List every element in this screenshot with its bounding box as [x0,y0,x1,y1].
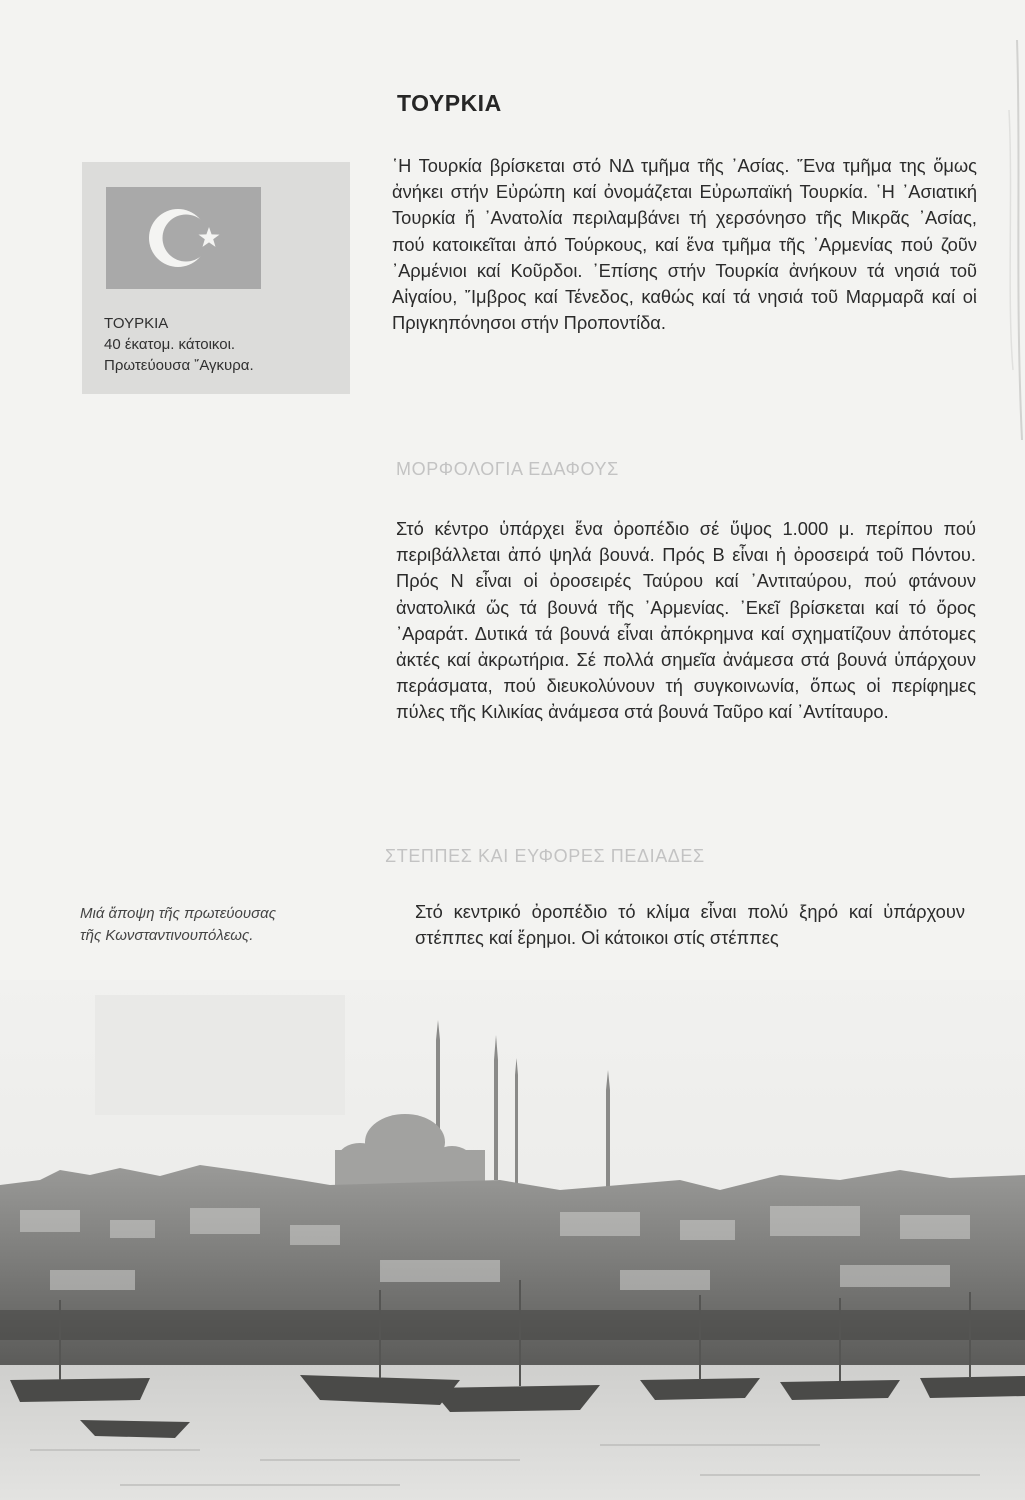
infobox-country-name: ΤΟΥΡΚΙΑ [104,315,169,332]
page-edge-shadow [995,40,1025,440]
section-heading-morphology: ΜΟΡΦΟΛΟΓΙΑ ΕΔΑΦΟΥΣ [396,459,619,479]
infobox-capital: Πρωτεύουσα ῎Αγκυρα. [104,357,254,374]
intro-paragraph: ῾Η Τουρκία βρίσκεται στό ΝΔ τμῆμα τῆς ᾿Ασίας. ῞Ενα τμῆμα της ὅμως ἀνήκει στήν Εὐρώπη καί ὀνομάζεται Εὐρωπαϊκή Τουρκία. ῾Η ᾿Ασιατική Τουρκία ἤ ᾿Ανατολία περιλαμβάνει τή χερσόνησο τῆς Μικρᾶς ᾿Ασίας, πού κατοικεῖται ἀπό Τούρκους, καί ἕνα τμῆμα τῆς ᾿Αρμενίας πού ζοῦν ᾿Αρμένιοι καί Κοῦρδοι. ᾿Επίσης στήν Τουρκία ἀνήκουν τά νησιά τοῦ Αἰγαίου, ῎Ιμβρος καί Τένεδος, καθώς καί τά νησιά τοῦ Μαρμαρᾶ καί οἱ Πριγκηπόνησοι στήν Προποντίδα. [392,155,977,334]
caption-line-2: τῆς Κωνσταντινουπόλεως. [80,927,254,944]
morphology-paragraph: Στό κέντρο ὑπάρχει ἕνα ὀροπέδιο σέ ὕψος 1.000 μ. περίπου πού περιβάλλεται ἀπό ψηλά βουνά. Πρός Β εἶναι ἡ ὀροσειρά τοῦ Πόντου. Πρός Ν εἶναι οἱ ὀροσειρές Ταύρου καί ᾿Αντιταύρου, πού φτάνουν ἀνατολικά ὥς τά βουνά τῆς ᾿Αρμενίας. ᾿Εκεῖ βρίσκεται καί τό ὄρος ᾿Αραράτ. Δυτικά τά βουνά εἶναι ἀπόκρημνα καί σχηματίζουν ἀπότομες ἀκτές καί ἀκρωτήρια. Σέ πολλά σημεῖα ἀνάμεσα στά βουνά ὑπάρχουν περάσματα, πού διευκολύνουν τή συγκοινωνία, ὅπως οἱ περίφημες πύλες τῆς Κιλικίας ἀνάμεσα στά βουνά Ταῦρο καί ᾿Αντίταυρο. [396,518,976,723]
turkey-flag-icon [106,187,261,289]
section-heading-steppes: ΣΤΕΠΠΕΣ ΚΑΙ ΕΥΦΟΡΕΣ ΠΕΔΙΑΔΕΣ [385,846,705,866]
caption-line-1: Μιά ἄποψη τῆς πρωτεύουσας [80,905,277,922]
steppes-paragraph: Στό κεντρικό ὀροπέδιο τό κλίμα εἶναι πολύ ξηρό καί ὑπάρχουν στέππες καί ἔρημοι. Οἱ κάτοικοι στίς στέππες [415,901,965,949]
page-title: ΤΟΥΡΚΙΑ [397,90,502,116]
infobox-population: 40 έκατομ. κάτοικοι. [104,336,236,353]
photo-caption [80,903,370,947]
infobox-text [104,313,344,376]
country-infobox [82,162,350,394]
istanbul-skyline-photo [0,980,1025,1500]
